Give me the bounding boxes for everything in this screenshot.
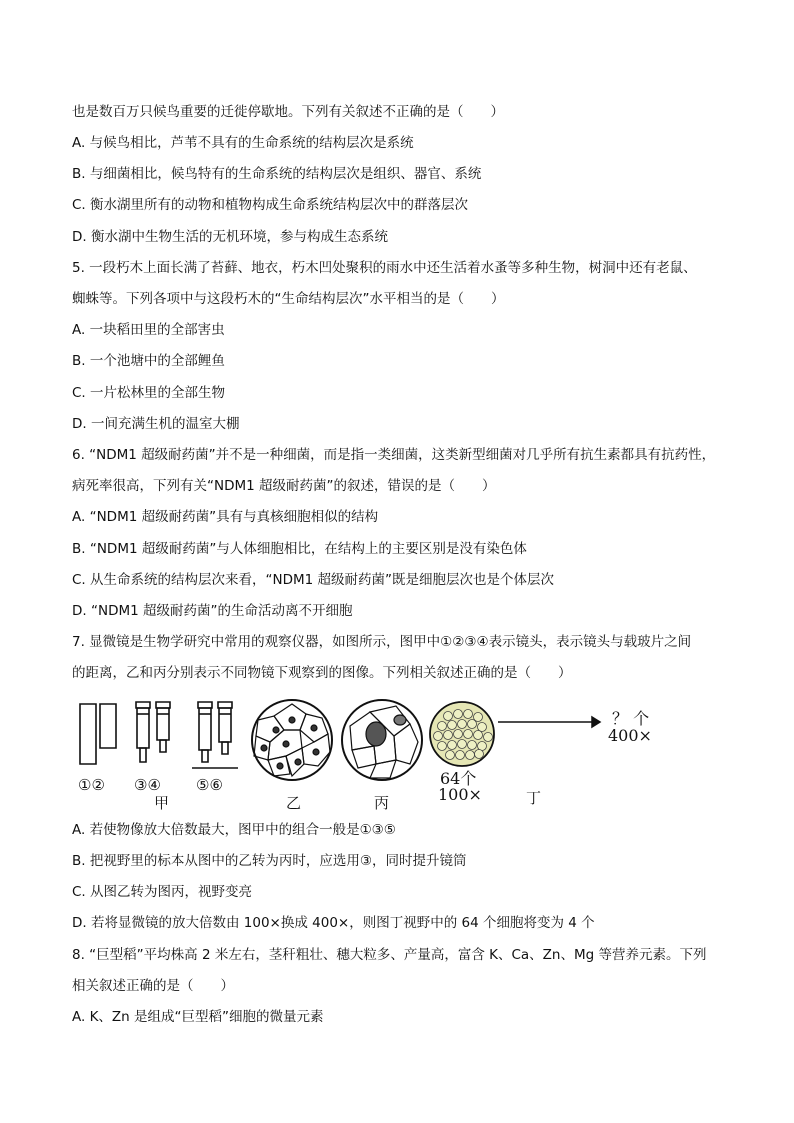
q4-option-b: B. 与细菌相比，候鸟特有的生命系统的结构层次是组织、器官、系统 xyxy=(72,166,482,182)
lens-label-3-4: ③④ xyxy=(134,776,161,794)
figure-label-ding: 丁 xyxy=(526,789,542,807)
q5-stem-line-2: 蜘蛛等。下列各项中与这段朽木的“生命结构层次”水平相当的是（ ） xyxy=(72,291,505,307)
q7-option-b: B. 把视野里的标本从图中的乙转为丙时，应选用③，同时提升镜筒 xyxy=(72,853,467,869)
q7-option-a: A. 若使物像放大倍数最大，图甲中的组合一般是①③⑤ xyxy=(72,822,396,838)
q6-option-b: B. “NDM1 超级耐药菌”与人体细胞相比，在结构上的主要区别是没有染色体 xyxy=(72,541,527,557)
q5-option-b: B. 一个池塘中的全部鲤鱼 xyxy=(72,353,225,369)
q7-stem-line-2: 的距离，乙和丙分别表示不同物镜下观察到的图像。下列相关叙述正确的是（ ） xyxy=(72,665,572,681)
q4-option-c: C. 衡水湖里所有的动物和植物构成生命系统结构层次中的群落层次 xyxy=(72,197,469,213)
q6-stem-line-2: 病死率很高，下列有关“NDM1 超级耐药菌”的叙述，错误的是（ ） xyxy=(72,478,496,494)
q6-option-d: D. “NDM1 超级耐药菌”的生命活动离不开细胞 xyxy=(72,603,353,619)
lens-label-1-2: ①② xyxy=(78,776,105,794)
view-yi xyxy=(252,700,332,780)
q4-option-d: D. 衡水湖中生物生活的无机环境，参与构成生态系统 xyxy=(72,229,388,245)
q6-option-a: A. “NDM1 超级耐药菌”具有与真核细胞相似的结构 xyxy=(72,509,379,525)
q4-stem-continued: 也是数百万只候鸟重要的迁徙停歇地。下列有关叙述不正确的是（ ） xyxy=(72,104,504,120)
figure-label-jia: 甲 xyxy=(154,794,170,812)
q5-option-d: D. 一间充满生机的温室大棚 xyxy=(72,416,240,432)
eyepiece-lenses xyxy=(80,704,116,764)
q6-stem-line-1: 6. “NDM1 超级耐药菌”并不是一种细菌，而是指一类细菌，这类新型细菌对几乎所有抗生素都具有抗药性， xyxy=(72,447,716,463)
figure-label-yi: 乙 xyxy=(286,794,302,812)
q8-stem-line-2: 相关叙述正确的是（ ） xyxy=(72,978,234,994)
q7-stem-line-1: 7. 显微镜是生物学研究中常用的观察仪器，如图所示，图甲中①②③④表示镜头，表示镜头与载玻片之间 xyxy=(72,634,692,650)
objective-lenses xyxy=(136,702,170,762)
q6-option-c: C. 从生命系统的结构层次来看，“NDM1 超级耐药菌”既是细胞层次也是个体层次 xyxy=(72,572,555,588)
view-bing xyxy=(342,700,422,780)
q4-option-a: A. 与候鸟相比，芦苇不具有的生命系统的结构层次是系统 xyxy=(72,135,414,151)
q8-stem-line-1: 8. “巨型稻”平均株高 2 米左右，茎秆粗壮、穗大粒多、产量高，富含 K、Ca、Zn、Mg 等营养元素。下列 xyxy=(72,947,707,963)
lens-slide-distance xyxy=(192,702,238,768)
arrow-icon xyxy=(498,717,600,727)
microscope-figure xyxy=(70,690,730,815)
lens-label-5-6: ⑤⑥ xyxy=(196,776,223,794)
magnification-low: 100× xyxy=(438,785,482,804)
q8-option-a: A. K、Zn 是组成“巨型稻”细胞的微量元素 xyxy=(72,1009,324,1025)
q5-option-c: C. 一片松林里的全部生物 xyxy=(72,385,226,401)
magnification-high: 400× xyxy=(608,726,652,745)
figure-label-bing: 丙 xyxy=(374,794,390,812)
cell-count-low: 64个 xyxy=(440,769,477,788)
q7-option-c: C. 从图乙转为图丙，视野变亮 xyxy=(72,884,253,900)
q7-option-d: D. 若将显微镜的放大倍数由 100×换成 400×，则图丁视野中的 64 个细胞将变为 4 个 xyxy=(72,915,595,931)
cell-count-high: ？ 个 xyxy=(612,709,650,728)
view-ding xyxy=(430,702,494,766)
q5-stem-line-1: 5. 一段朽木上面长满了苔藓、地衣，朽木凹处聚积的雨水中还生活着水蚤等多种生物，树洞中还有老鼠、 xyxy=(72,260,697,276)
q5-option-a: A. 一块稻田里的全部害虫 xyxy=(72,322,225,338)
